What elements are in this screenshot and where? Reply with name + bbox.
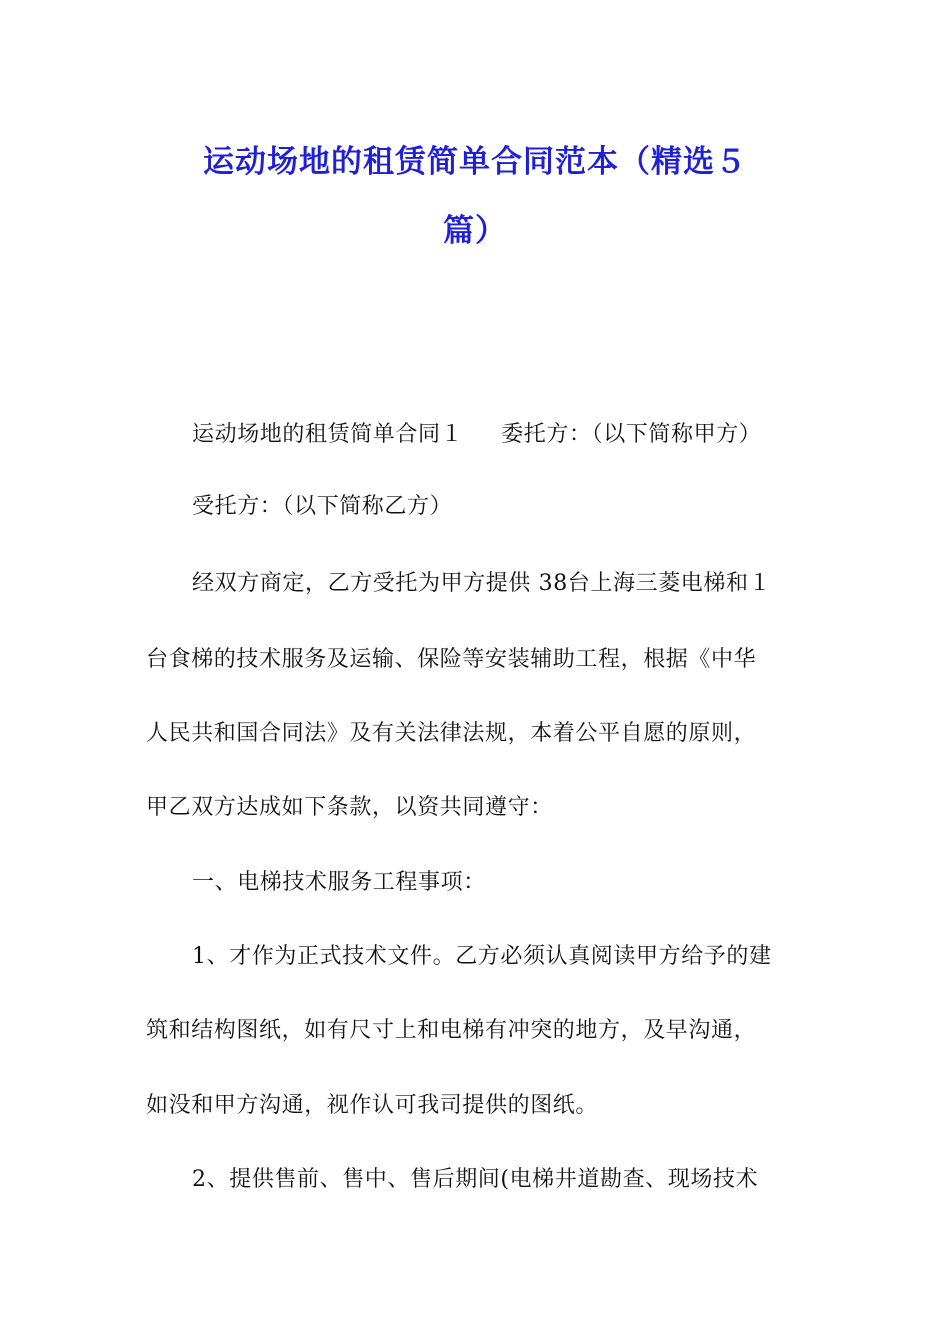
- contract-heading: 运动场地的租赁简单合同１: [192, 422, 464, 447]
- body-line-2: 受托方：（以下简称乙方）: [192, 494, 453, 519]
- document-title-line-2: 篇）: [443, 213, 507, 249]
- client-label: 委托方：（以下简称甲方）: [501, 422, 762, 447]
- body-line-3: 经双方商定，乙方受托为甲方提供 38台上海三菱电梯和１: [192, 571, 772, 596]
- body-line-10: 如没和甲方沟通，视作认可我司提供的图纸。: [146, 1093, 599, 1118]
- body-line-7: 一、电梯技术服务工程事项：: [192, 870, 486, 895]
- body-line-5: 人民共和国合同法》及有关法律法规，本着公平自愿的原则，: [146, 721, 757, 746]
- body-line-9: 筑和结构图纸，如有尺寸上和电梯有冲突的地方，及早沟通，: [146, 1018, 757, 1043]
- body-line-8: 1、才作为正式技术文件。乙方必须认真阅读甲方给予的建: [192, 944, 772, 969]
- body-line-1: [192, 420, 862, 450]
- body-line-11: 2、提供售前、售中、售后期间(电梯井道勘查、现场技术: [192, 1167, 759, 1192]
- document-title-line-1: 运动场地的租赁简单合同范本（精选５: [203, 144, 747, 180]
- body-line-6: 甲乙双方达成如下条款，以资共同遵守：: [146, 795, 553, 820]
- body-line-4: 台食梯的技术服务及运输、保险等安装辅助工程，根据《中华: [146, 647, 757, 672]
